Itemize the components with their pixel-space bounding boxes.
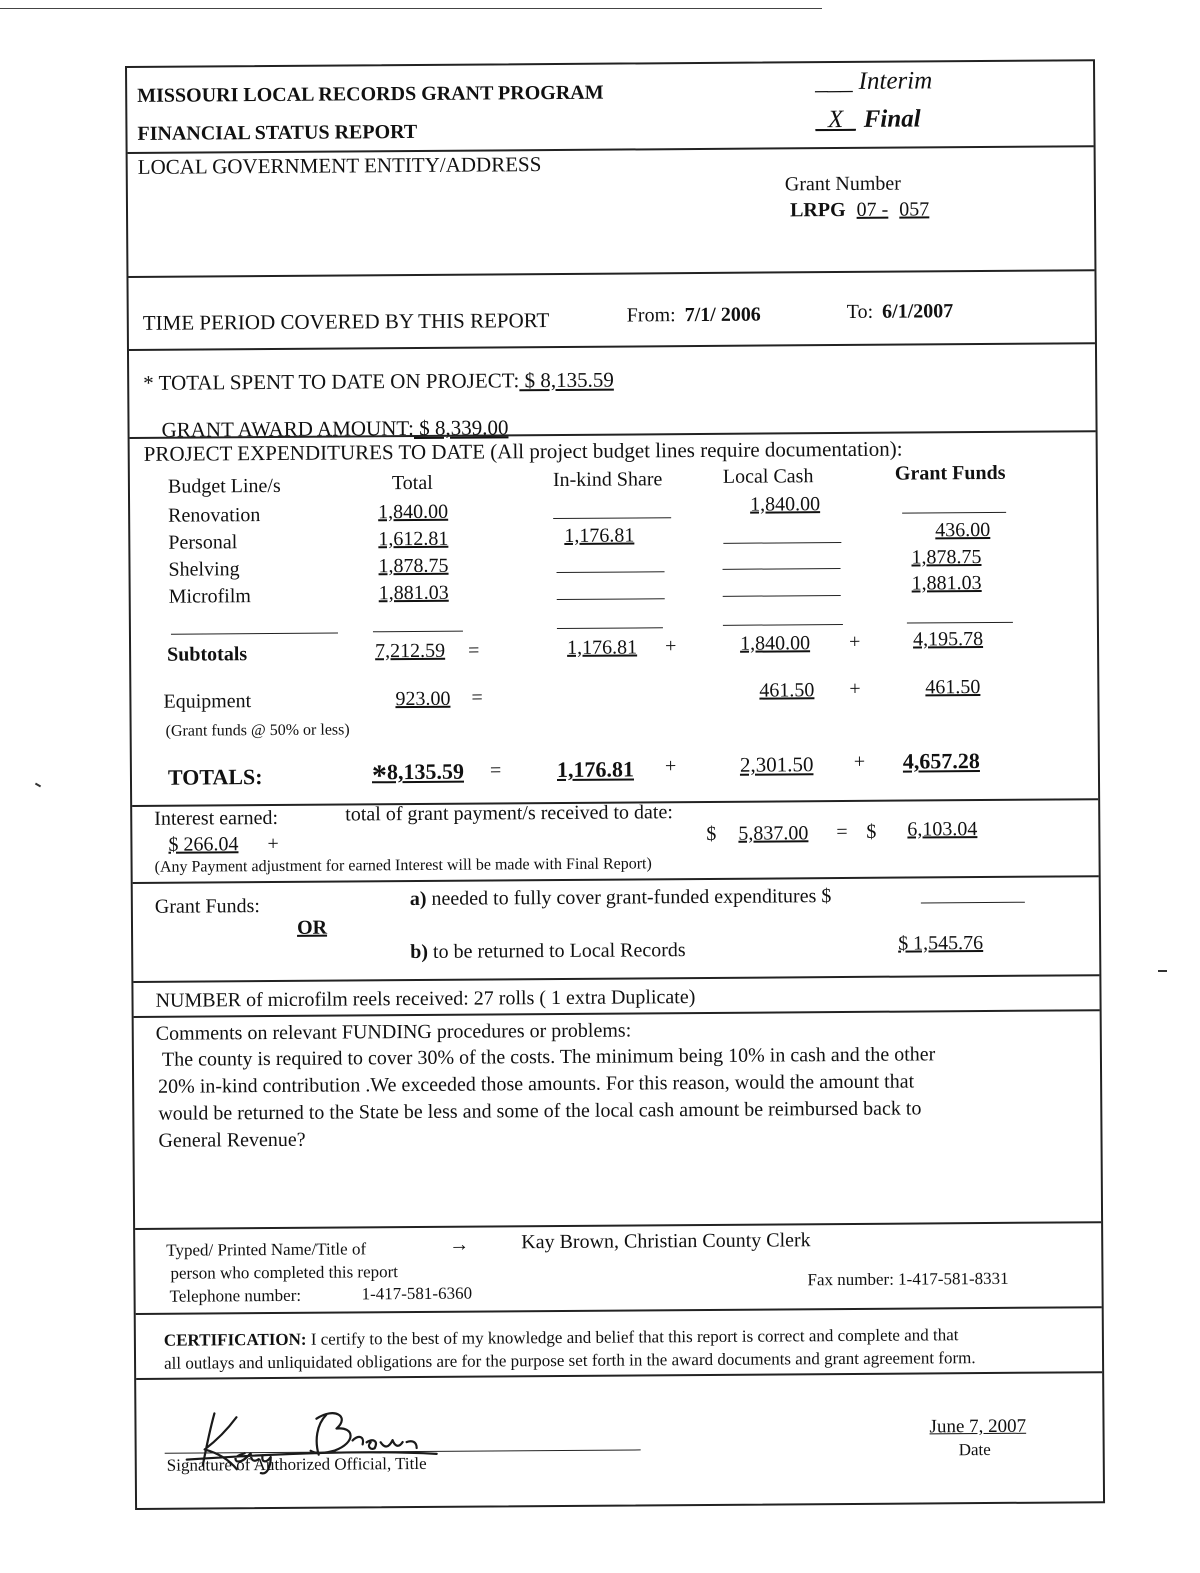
signature-date: June 7, 2007 (929, 1415, 1027, 1438)
row-local-renovation: 1,840.00 (750, 493, 821, 516)
name-label-2: person who completed this report (170, 1262, 399, 1283)
subtotal-rule (723, 624, 843, 626)
equipment-eq: = (471, 686, 483, 709)
row-grant-shelving: 1,878.75 (911, 546, 982, 569)
sum-dollar: $ (866, 820, 877, 843)
divider (128, 145, 1094, 154)
totals-plus: + (853, 750, 866, 773)
grant-funds-a (410, 885, 832, 911)
equipment-local: 461.50 (759, 679, 815, 702)
row-label-renovation: Renovation (168, 504, 261, 527)
option-a-text: needed to fully cover grant-funded expenditures $ (426, 885, 832, 910)
divider (129, 342, 1095, 351)
comment-line: would be returned to the State be less and some of the local cash amount be reimbursed back to (158, 1097, 922, 1125)
totals-label: TOTALS: (167, 764, 263, 790)
row-grant-microfilm: 1,881.03 (911, 572, 982, 595)
option-b-prefix: b) (410, 940, 429, 964)
option-b-text: to be returned to Local Records (427, 939, 686, 963)
row-label-microfilm: Microfilm (168, 585, 251, 608)
interest-plus: + (267, 832, 279, 856)
subtotals-label: Subtotals (167, 643, 248, 666)
subtotal-plus: + (664, 635, 677, 658)
grant-funds-label: Grant Funds: (154, 895, 260, 918)
totals-local: 2,301.50 (739, 752, 814, 777)
period-from (627, 304, 761, 328)
phone-number: 1-417-581-6360 (361, 1283, 473, 1304)
grant-number (790, 198, 929, 222)
grant-award-value: $ 8,339.00 (413, 415, 509, 440)
equipment-grant: 461.50 (925, 676, 981, 699)
equipment-note: (Grant funds @ 50% or less) (165, 721, 350, 740)
subtotal-eq: = (468, 639, 480, 662)
subtotal-rule (373, 631, 463, 633)
comment-line: General Revenue? (158, 1128, 306, 1152)
interest-sum: 6,103.04 (907, 818, 978, 841)
blank-line (557, 598, 665, 600)
totals-grant: 4,657.28 (902, 748, 980, 774)
row-total-microfilm: 1,881.03 (378, 581, 449, 605)
totals-inkind: 1,176.81 (556, 756, 635, 783)
period-label: TIME PERIOD COVERED BY THIS REPORT (142, 308, 550, 335)
from-label: From: (626, 304, 676, 327)
subtotal-local: 1,840.00 (739, 632, 811, 655)
scan-mark (35, 783, 41, 788)
row-total-personal: 1,612.81 (378, 527, 449, 551)
payments-amount: 5,837.00 (738, 822, 809, 845)
row-grant-personal: 436.00 (935, 518, 991, 542)
interim-mark: ___ (815, 67, 853, 96)
contact-name: Kay Brown, Christian County Clerk (521, 1229, 811, 1254)
grant-seq: 057 (899, 198, 930, 221)
total-spent-label: * TOTAL SPENT TO DATE ON PROJECT: (143, 368, 520, 395)
col-budget-line: Budget Line/s (167, 474, 281, 498)
totals-total: *8,135.59 (371, 758, 465, 793)
totals-plus: + (664, 755, 677, 778)
report-title: FINANCIAL STATUS REPORT (137, 120, 418, 145)
row-inkind-personal: 1,176.81 (564, 524, 635, 547)
totals-star: * (371, 759, 388, 793)
payments-label: total of grant payment/s received to date: (345, 801, 673, 826)
blank-line (723, 568, 841, 570)
or-label: OR (296, 916, 328, 939)
arrow-icon: → (449, 1233, 470, 1256)
total-spent (143, 368, 614, 396)
subtotal-rule (907, 622, 1013, 624)
interest-amount-row (168, 833, 278, 857)
phone-label: Telephone number: (169, 1285, 302, 1306)
divider (135, 1221, 1101, 1230)
scan-mark (1158, 970, 1167, 972)
divider (136, 1306, 1102, 1315)
interest-label: Interest earned: (154, 806, 279, 830)
comment-line: The county is required to cover 30% of the costs. The minimum being 10% in cash and the other (161, 1043, 936, 1071)
grant-award (161, 415, 508, 442)
subtotal-total: 7,212.59 (375, 639, 446, 663)
row-total-renovation: 1,840.00 (378, 500, 449, 524)
name-label: Typed/ Printed Name/Title of (166, 1239, 367, 1260)
row-total-shelving: 1,878.75 (378, 554, 449, 578)
total-spent-value: $ 8,135.59 (519, 367, 614, 393)
interest-note: (Any Payment adjustment for earned Interest will be made with Final Report) (154, 855, 652, 876)
certification-text: I certify to the best of my knowledge and belief that this report is correct and complete and that (306, 1325, 959, 1349)
equipment-total: 923.00 (395, 687, 451, 711)
option-a-prefix: a) (409, 887, 427, 911)
col-local-cash: Local Cash (722, 465, 814, 488)
to-label: To: (846, 300, 874, 323)
interim-label: Interim (858, 67, 933, 95)
equipment-label: Equipment (163, 690, 252, 713)
divider (133, 974, 1099, 983)
microfilm-reels: NUMBER of microfilm reels received: 27 rolls ( 1 extra Duplicate) (155, 986, 696, 1012)
payments-dollar: $ (706, 822, 717, 845)
interest-amount: $ 266.04 (168, 833, 239, 856)
payments-eq: = (836, 820, 848, 844)
blank-line (902, 512, 1006, 514)
to-date: 6/1/2007 (882, 300, 954, 323)
col-inkind: In-kind Share (552, 468, 663, 492)
date-label: Date (958, 1439, 991, 1460)
totals-eq: = (489, 759, 502, 782)
col-grant-funds: Grant Funds (894, 461, 1006, 485)
certification-line-2: all outlays and unliquidated obligations are for the purpose set forth in the award documents and grant agreement form. (163, 1348, 976, 1373)
col-total: Total (391, 471, 433, 495)
grant-number-label: Grant Number (784, 172, 901, 196)
equipment-plus: + (849, 677, 861, 700)
blank-line (723, 595, 841, 597)
financial-status-report-form (125, 59, 1105, 1510)
grant-prefix: LRPG (789, 198, 846, 222)
entity-label: LOCAL GOVERNMENT ENTITY/ADDRESS (137, 152, 542, 179)
subtotal-rule (171, 633, 338, 635)
period-to (847, 300, 954, 324)
signature-image (127, 61, 1093, 68)
returned-amount: $ 1,545.76 (898, 932, 984, 955)
blank-line (553, 517, 671, 519)
top-rule (0, 8, 822, 9)
blank-line (723, 542, 841, 544)
interim-option (815, 67, 932, 96)
final-option (815, 105, 920, 134)
signature-label: Signature of Authorized Official, Title (166, 1453, 427, 1475)
divider (128, 269, 1094, 278)
divider (133, 875, 1099, 884)
blank-line (557, 571, 665, 573)
blank-line (921, 902, 1025, 904)
comment-line: 20% in-kind contribution .We exceeded those amounts. For this reason, would the amount that (158, 1070, 915, 1098)
subtotal-grant: 4,195.78 (912, 628, 984, 651)
row-label-personal: Personal (168, 531, 238, 554)
certification-label: CERTIFICATION: (163, 1329, 307, 1350)
certification-line-1 (164, 1325, 959, 1351)
program-title: MISSOURI LOCAL RECORDS GRANT PROGRAM (137, 81, 604, 107)
from-date: 7/1/ 2006 (684, 303, 761, 327)
grant-year: 07 - (856, 198, 889, 221)
row-label-shelving: Shelving (168, 558, 240, 581)
final-label: Final (863, 105, 921, 133)
expenditures-heading: PROJECT EXPENDITURES TO DATE (All project budget lines require documentation): (143, 436, 903, 466)
final-mark: _X_ (815, 105, 856, 134)
subtotal-rule (557, 627, 663, 629)
grant-award-label: GRANT AWARD AMOUNT: (161, 415, 415, 442)
grant-funds-b (410, 939, 686, 964)
fax-number: Fax number: 1-417-581-8331 (807, 1268, 1009, 1290)
subtotal-plus: + (848, 630, 861, 653)
subtotal-inkind: 1,176.81 (566, 636, 638, 659)
comments-label: Comments on relevant FUNDING procedures or problems: (155, 1019, 632, 1045)
